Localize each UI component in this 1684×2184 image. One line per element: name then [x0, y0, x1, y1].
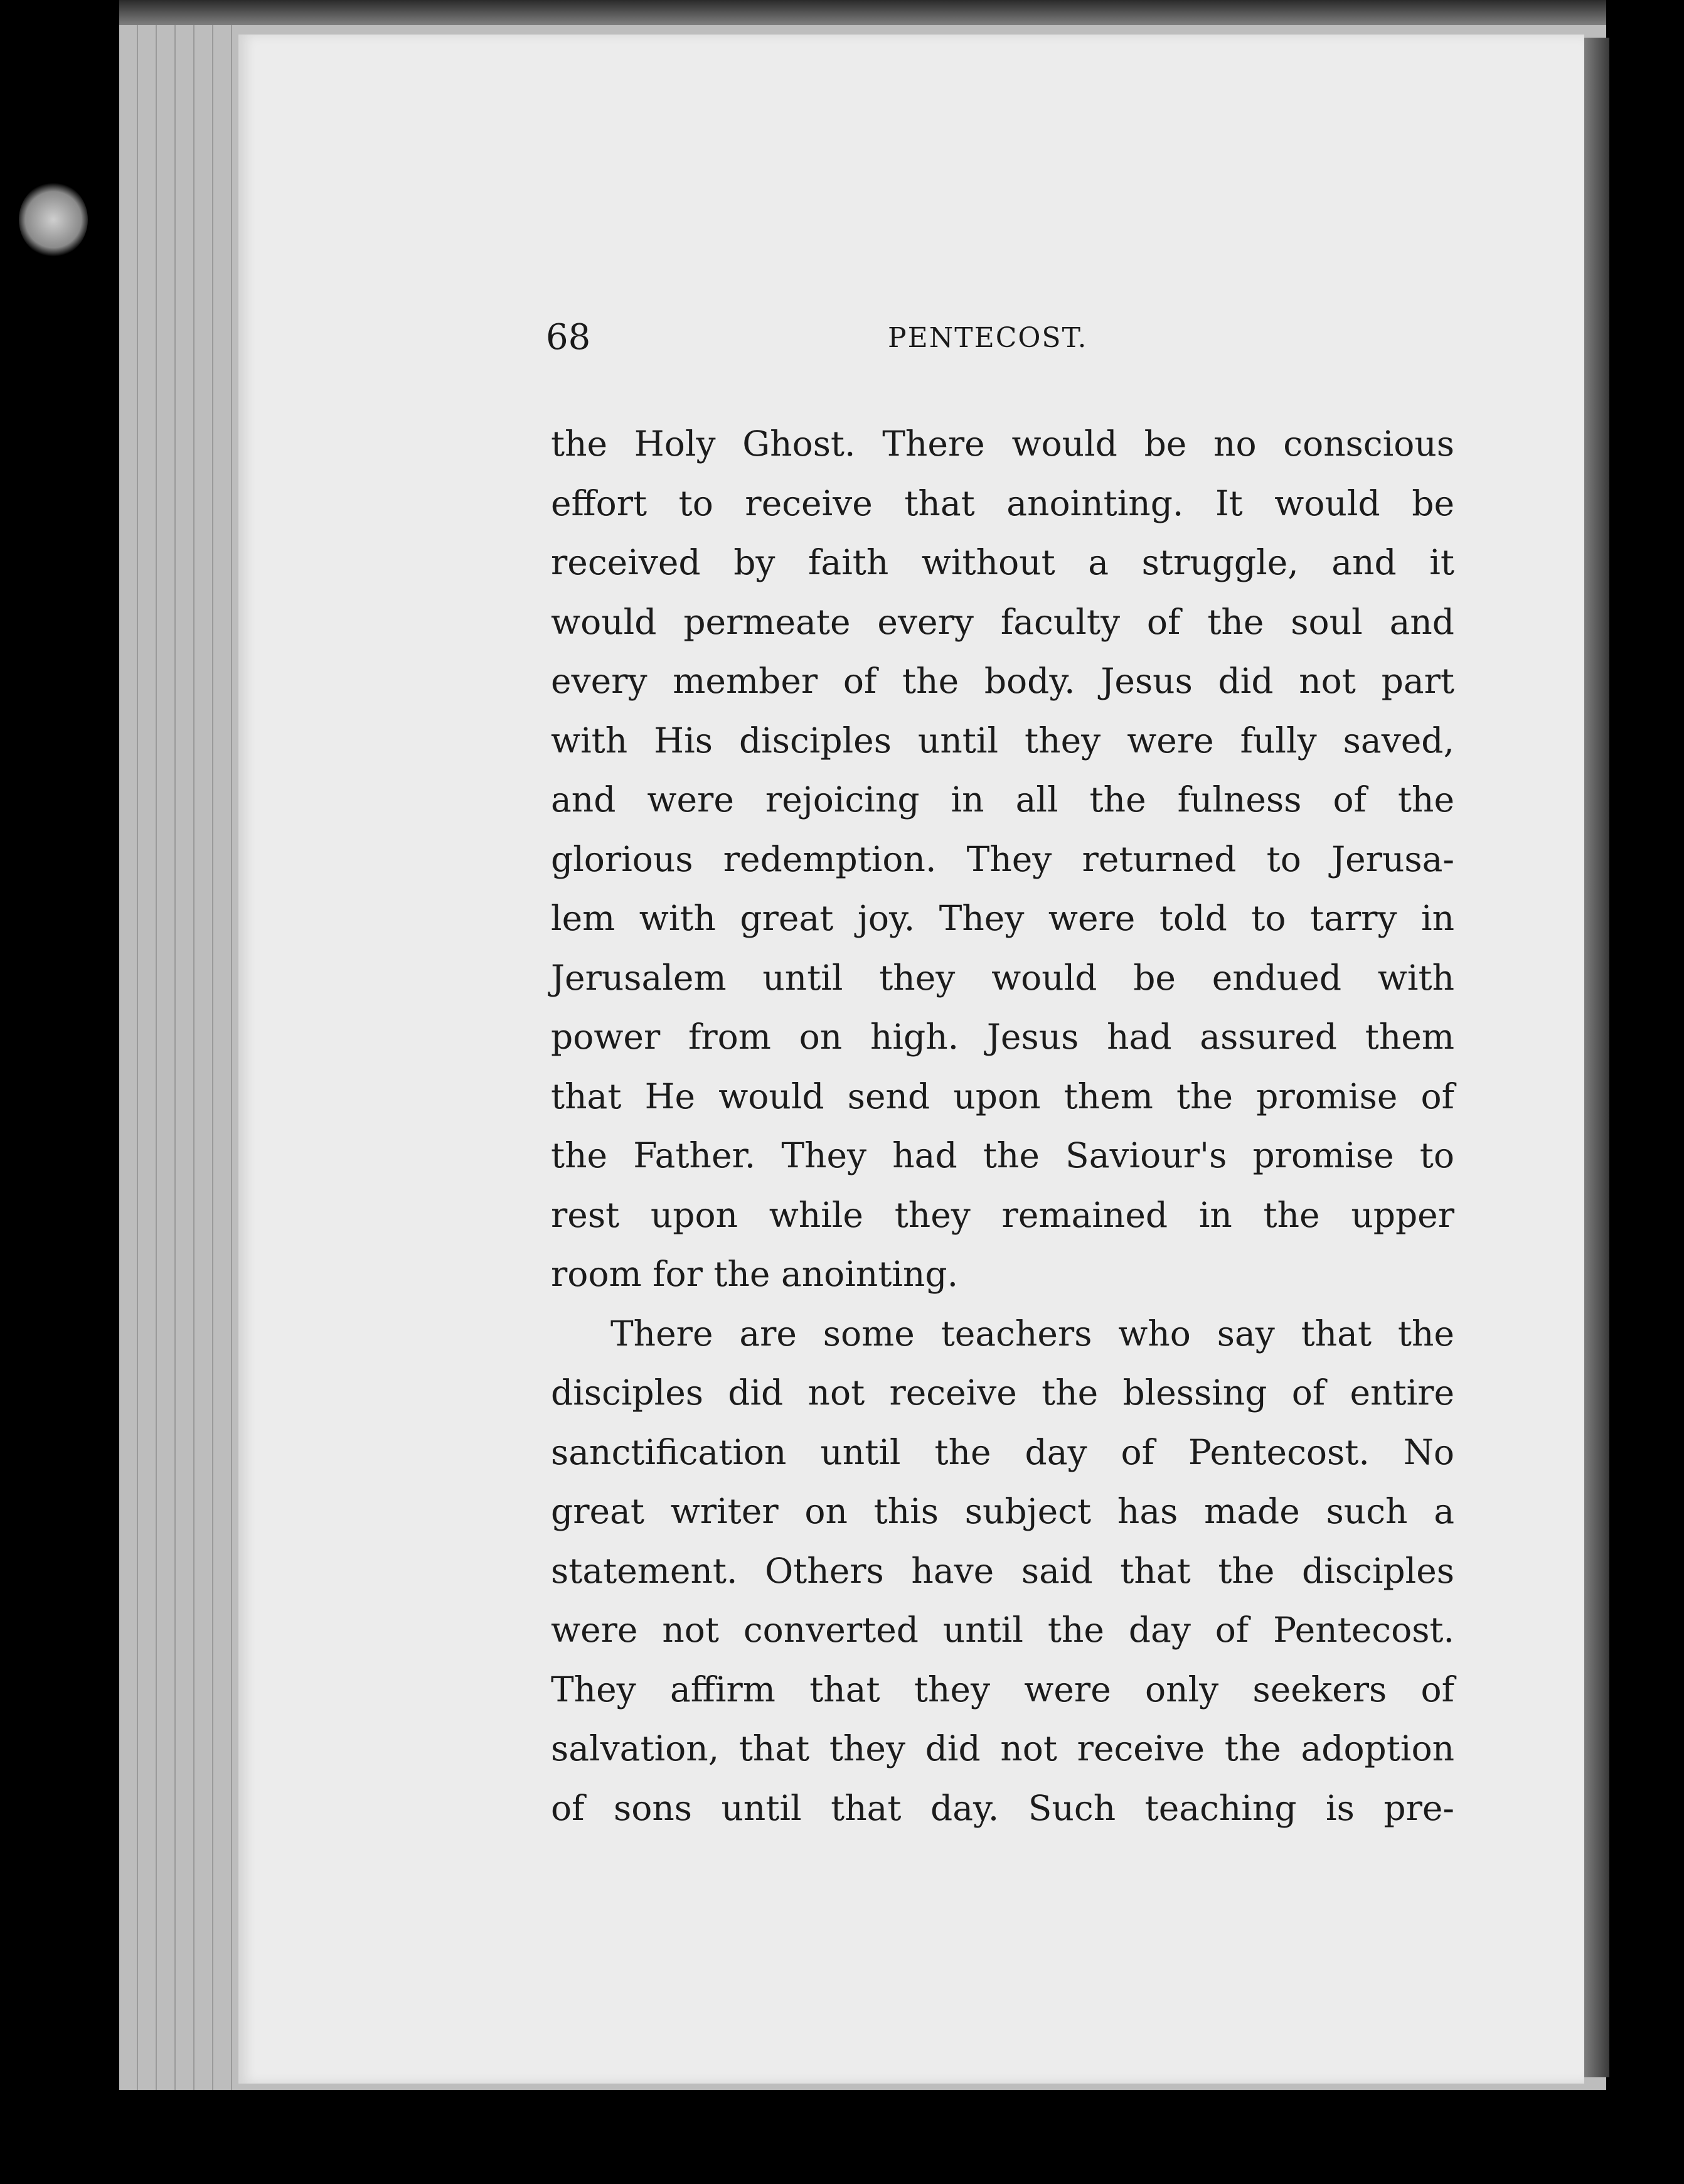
page-number: 68 — [546, 317, 591, 358]
text-line: Jerusalem until they would be endued with — [551, 957, 1454, 998]
page-edge — [125, 25, 138, 2090]
page-edge — [144, 25, 157, 2090]
running-title: PENTECOST. — [888, 322, 1088, 354]
text-line: lem with great joy. They were told to tarry in — [551, 898, 1454, 938]
text-line: sanctification until the day of Pentecost. No — [551, 1432, 1454, 1472]
text-line: room for the anointing. — [551, 1254, 959, 1294]
page-edge — [201, 25, 213, 2090]
text-line: the Father. They had the Saviour's promise to — [551, 1135, 1454, 1175]
text-line: power from on high. Jesus had assured them — [551, 1017, 1454, 1057]
text-line: that He would send upon them the promise of — [551, 1076, 1454, 1116]
body-text — [551, 414, 1454, 1838]
text-line: received by faith without a struggle, and it — [551, 542, 1454, 582]
book-top-edge — [119, 0, 1606, 28]
text-line: They affirm that they were only seekers of — [551, 1669, 1454, 1710]
page-edge — [163, 25, 176, 2090]
paragraph-2 — [551, 1304, 1454, 1838]
text-line: glorious redemption. They returned to Jerusa- — [551, 838, 1454, 879]
running-head — [546, 317, 1449, 367]
page-edge — [220, 25, 232, 2090]
text-line: disciples did not receive the blessing of entire — [551, 1373, 1454, 1413]
text-line: with His disciples until they were fully saved, — [551, 720, 1454, 761]
text-line: salvation, that they did not receive the adoption — [551, 1728, 1454, 1769]
gutter-shadow — [1584, 38, 1609, 2077]
text-line: and were rejoicing in all the fulness of the — [551, 779, 1454, 820]
text-line: were not converted until the day of Pentecost. — [551, 1610, 1454, 1650]
text-line: There are some teachers who say that the — [610, 1313, 1454, 1354]
page-edge — [182, 25, 195, 2090]
text-line: great writer on this subject has made such a — [551, 1491, 1454, 1531]
text-line: the Holy Ghost. There would be no conscious — [551, 424, 1454, 464]
text-line: statement. Others have said that the disciples — [551, 1550, 1454, 1591]
scan-blot — [19, 182, 88, 257]
text-line: rest upon while they remained in the upper — [551, 1194, 1454, 1235]
paragraph-1 — [551, 414, 1454, 1304]
text-line: would permeate every faculty of the soul and — [551, 601, 1454, 642]
text-line: every member of the body. Jesus did not part — [551, 661, 1454, 701]
text-line: of sons until that day. Such teaching is pre- — [551, 1787, 1454, 1828]
text-line: effort to receive that anointing. It would be — [551, 483, 1454, 523]
